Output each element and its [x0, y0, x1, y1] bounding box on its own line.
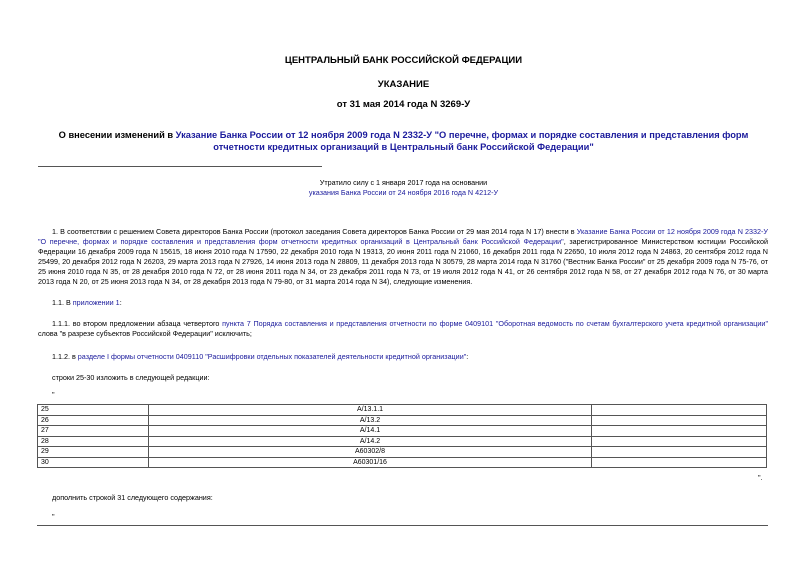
p3-text-b: слова "в разрезе субъектов Российской Федерации" исключить; — [38, 328, 252, 338]
table-row — [38, 436, 767, 447]
table-row — [38, 405, 767, 416]
p4-link[interactable]: разделе I формы отчетности 0409110 "Расшифровки отдельных показателей деятельности кредитной организации" — [77, 352, 467, 361]
table-cell — [592, 436, 767, 447]
quote-open-2: " — [52, 512, 55, 521]
table-row — [38, 457, 767, 468]
bottom-divider — [37, 525, 768, 526]
issuer-title: ЦЕНТРАЛЬНЫЙ БАНК РОССИЙСКОЙ ФЕДЕРАЦИИ — [284, 55, 523, 66]
table-cell: 27 — [38, 426, 149, 437]
table-cell: А60301/16 — [149, 457, 592, 468]
divider — [38, 166, 322, 167]
table-row — [38, 415, 767, 426]
validity-text: Утратило силу с 1 января 2017 года на основании — [319, 178, 488, 187]
table-cell: 29 — [38, 447, 149, 458]
table-row — [38, 447, 767, 458]
table-cell — [592, 405, 767, 416]
p2-link[interactable]: приложении 1 — [72, 298, 120, 307]
table-cell: А/14.1 — [149, 426, 592, 437]
paragraph-1-1-2 — [52, 352, 768, 362]
subject-prefix: О внесении изменений в — [58, 130, 176, 140]
table-cell: А60302/8 — [149, 447, 592, 458]
table-cell — [592, 447, 767, 458]
p4-text-a: 1.1.2. в — [52, 352, 78, 361]
table-cell: 28 — [38, 436, 149, 447]
subject-link[interactable]: Указание Банка России от 12 ноября 2009 года N 2332-У "О перечне, формах и порядке составления и представления форм отчетности кредитных организаций в Центральный банк Российской Федерации" — [175, 130, 749, 152]
p4-text-b: : — [466, 352, 469, 361]
p1-link[interactable]: Указание Банка России от 12 ноября 2009 года N 2332-У "О перечне, формах и порядке составления и представления форм отчетности кредитных организаций в Центральный банк Российской Федерации" — [38, 227, 768, 246]
rows-table — [37, 404, 767, 468]
paragraph-1 — [38, 227, 768, 286]
p3-text-a: 1.1.1. во втором предложении абзаца четвертого — [52, 319, 223, 328]
paragraph-rows-instruction: строки 25-30 изложить в следующей редакции: — [52, 373, 210, 382]
validity-note — [0, 178, 807, 198]
p1-text-b: , зарегистрированное Министерством юстиции Российской Федерации 16 декабря 2009 года N 15615, 18 июня 2010 года N 17590, 22 декабря 2010 года N 19313, 20 июня 2011 года N 21060, 16 декабря 2011 года N 22650, 10 июля 2012 года N 24863, 20 сентября 2012 года N 25499, 20 декабря 2012 года N 26203, 29 марта 2013 года N 27926, 14 июня 2013 года N 28809, 11 декабря 2013 года N 30579, 28 марта 2014 года N 31760 ("Вестник Банка России" от 25 декабря 2009 года N 75-76, от 25 июня 2010 года N 35, от 28 декабря 2010 года N 72, от 28 июня 2011 года N 34, от 23 декабря 2011 года N 73, от 19 июля 2012 года N 41, от 26 сентября 2012 года N 58, от 27 декабря 2012 года N 76, от 30 марта 2013 года N 20, от 25 июня 2013 года N 34, от 28 декабря 2013 года N 79-80, от 31 марта 2014 года N 34), следующие изменения. — [38, 236, 769, 286]
p1-text-a: 1. В соответствии с решением Совета директоров Банка России (протокол заседания Совета директоров Банка России от 29 мая 2014 года N 17) внести в — [52, 227, 577, 236]
quote-open: " — [52, 390, 55, 399]
table-cell: А/14.2 — [149, 436, 592, 447]
p2-text-b: : — [119, 298, 122, 307]
table-cell: 30 — [38, 457, 149, 468]
table-cell: А/13.2 — [149, 415, 592, 426]
table-cell — [592, 457, 767, 468]
document-date-number: от 31 мая 2014 года N 3269-У — [336, 99, 471, 110]
paragraph-1-1-1 — [38, 319, 768, 339]
document-subject — [40, 130, 767, 153]
quote-close: ". — [758, 473, 763, 482]
document-type: УКАЗАНИЕ — [377, 79, 430, 90]
p3-link[interactable]: пункта 7 Порядка составления и представления отчетности по форме 0409101 "Оборотная ведомость по счетам бухгалтерского учета кредитной организации" — [222, 319, 768, 328]
table-cell: 25 — [38, 405, 149, 416]
paragraph-add-row: дополнить строкой 31 следующего содержания: — [52, 493, 213, 502]
validity-link[interactable]: указания Банка России от 24 ноября 2016 года N 4212-У — [308, 188, 499, 197]
table-cell: 26 — [38, 415, 149, 426]
table-cell — [592, 426, 767, 437]
p2-text-a: 1.1. В — [52, 298, 73, 307]
table-cell: А/13.1.1 — [149, 405, 592, 416]
table-cell — [592, 415, 767, 426]
table-row — [38, 426, 767, 437]
paragraph-1-1 — [52, 298, 782, 308]
